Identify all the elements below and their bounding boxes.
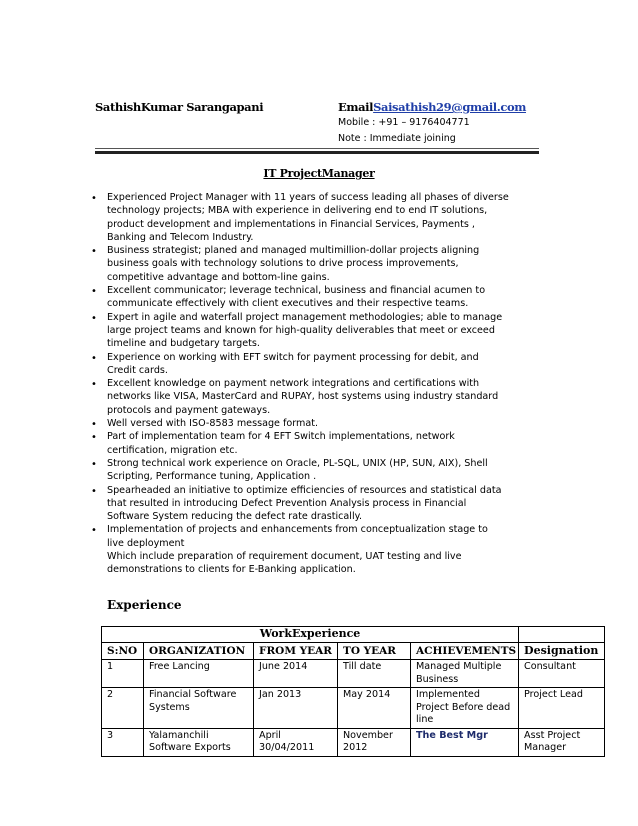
bullet-line: Well versed with ISO-8583 message format. xyxy=(107,418,319,430)
table-cell: Financial Software Systems xyxy=(144,688,254,729)
bullet-line: timeline and budgetary targets. xyxy=(107,338,260,350)
table-cell: May 2014 xyxy=(338,688,411,729)
bullet-line: Experienced Project Manager with 11 years of success leading all phases of diverse xyxy=(107,192,509,203)
bullet-line: Software System reducing the defect rate drastically. xyxy=(107,511,363,523)
joining-note: Note : Immediate joining xyxy=(338,133,456,144)
bullet-dot-icon: • xyxy=(91,246,97,258)
summary-bullet xyxy=(91,484,551,524)
summary-bullet xyxy=(91,351,551,378)
column-header: ORGANIZATION xyxy=(144,642,254,660)
column-header: FROM YEAR xyxy=(254,642,338,660)
bullet-line: communicate effectively with client executives and their respective teams. xyxy=(107,298,469,310)
bullet-dot-icon: • xyxy=(91,379,97,391)
table-row xyxy=(102,728,605,756)
email-line xyxy=(338,100,526,114)
bullet-line: competitive advantage and bottom-line gains. xyxy=(107,271,330,283)
table-cell: Managed Multiple Business xyxy=(411,660,519,688)
table-cell: 3 xyxy=(102,728,144,756)
summary-bullet xyxy=(91,191,551,244)
table-cell: Yalamanchili Software Exports xyxy=(144,728,254,756)
table-cell: Jan 2013 xyxy=(254,688,338,729)
bullet-line: large project teams and known for high-quality deliverables that meet or exceed xyxy=(107,324,495,336)
bullet-line: Spearheaded an initiative to optimize efficiencies of resources and statistical data xyxy=(107,484,502,496)
mobile-number: Mobile : +91 – 9176404771 xyxy=(338,117,470,128)
bullet-dot-icon: • xyxy=(91,419,97,431)
summary-bullet xyxy=(91,377,551,417)
bullet-line: demonstrations to clients for E-Banking application. xyxy=(107,564,356,576)
bullet-dot-icon: • xyxy=(91,352,97,364)
bullet-line: live deployment xyxy=(107,537,185,549)
table-cell: 2 xyxy=(102,688,144,729)
table-cell: Consultant xyxy=(519,660,605,688)
table-cell: June 2014 xyxy=(254,660,338,688)
table-cell: Implemented Project Before dead line xyxy=(411,688,519,729)
job-title: IT ProjectManager xyxy=(263,167,375,180)
column-header: Designation xyxy=(519,642,605,660)
email-label: Email xyxy=(338,100,374,114)
summary-bullet xyxy=(91,430,551,457)
bullet-line: Credit cards. xyxy=(107,364,168,376)
bullet-dot-icon: • xyxy=(91,458,97,470)
bullet-dot-icon: • xyxy=(91,485,97,497)
table-body xyxy=(102,660,605,757)
bullet-dot-icon: • xyxy=(91,312,97,324)
summary-bullet xyxy=(91,417,551,430)
table-cell: Free Lancing xyxy=(144,660,254,688)
bullet-dot-icon: • xyxy=(91,286,97,298)
bullet-line: Excellent knowledge on payment network integrations and certifications with xyxy=(107,378,480,390)
bullet-line: Experience on working with EFT switch for payment processing for debit, and xyxy=(107,351,479,363)
bullet-line: Implementation of projects and enhancements from conceptualization stage to xyxy=(107,524,488,536)
bullet-line: networks like VISA, MasterCard and RUPAY, host systems using industry standard xyxy=(107,391,499,403)
table-cell: Project Lead xyxy=(519,688,605,729)
table-cell: April 30/04/2011 xyxy=(254,728,338,756)
experience-heading: Experience xyxy=(107,598,182,612)
table-cell: November 2012 xyxy=(338,728,411,756)
bullet-dot-icon: • xyxy=(91,193,97,204)
summary-bullet xyxy=(91,523,551,576)
bullet-line: certification, migration etc. xyxy=(107,444,238,456)
header-divider-thick xyxy=(95,151,539,154)
bullet-line: business goals with technology solutions to drive process improvements, xyxy=(107,258,459,270)
bullet-line: Expert in agile and waterfall project management methodologies; able to manage xyxy=(107,311,503,323)
summary-bullet xyxy=(91,311,551,351)
table-header-row xyxy=(102,642,605,660)
summary-bullet xyxy=(91,244,551,284)
column-header: S:NO xyxy=(102,642,144,660)
bullet-line: Which include preparation of requirement document, UAT testing and live xyxy=(107,551,462,563)
bullet-line: Business strategist; planed and managed multimillion-dollar projects aligning xyxy=(107,245,480,257)
caption-empty-cell xyxy=(519,627,605,643)
candidate-name: SathishKumar Sarangapani xyxy=(95,100,264,114)
bullet-line: Part of implementation team for 4 EFT Switch implementations, network xyxy=(107,431,455,443)
bullet-dot-icon: • xyxy=(91,525,97,537)
summary-bullet xyxy=(91,284,551,311)
bullet-line: protocols and payment gateways. xyxy=(107,404,271,416)
header-divider-thin xyxy=(95,148,539,149)
bullet-line: Scripting, Performance tuning, Application . xyxy=(107,471,317,483)
bullet-line: Banking and Telecom Industry. xyxy=(107,231,254,243)
column-header: ACHIEVEMENTS xyxy=(411,642,519,660)
bullet-line: Excellent communicator; leverage technical, business and financial acumen to xyxy=(107,285,486,297)
table-row xyxy=(102,660,605,688)
table-cell: The Best Mgr xyxy=(411,728,519,756)
column-header: TO YEAR xyxy=(338,642,411,660)
summary-bullet xyxy=(91,457,551,484)
bullet-line: technology projects; MBA with experience in delivering end to end IT solutions, xyxy=(107,205,488,217)
work-experience-caption: WorkExperience xyxy=(102,627,519,643)
table-cell: Asst Project Manager xyxy=(519,728,605,756)
table-cell: Till date xyxy=(338,660,411,688)
email-link[interactable]: Saisathish29@gmail.com xyxy=(373,100,526,114)
bullet-line: product development and implementations in Financial Services, Payments , xyxy=(107,218,475,230)
table-cell: 1 xyxy=(102,660,144,688)
summary-bullet-list xyxy=(91,191,551,577)
bullet-line: that resulted in introducing Defect Prevention Analysis process in Financial xyxy=(107,497,467,509)
bullet-line: Strong technical work experience on Oracle, PL-SQL, UNIX (HP, SUN, AIX), Shell xyxy=(107,457,488,469)
work-experience-table xyxy=(101,626,605,757)
bullet-dot-icon: • xyxy=(91,432,97,444)
table-row xyxy=(102,688,605,729)
